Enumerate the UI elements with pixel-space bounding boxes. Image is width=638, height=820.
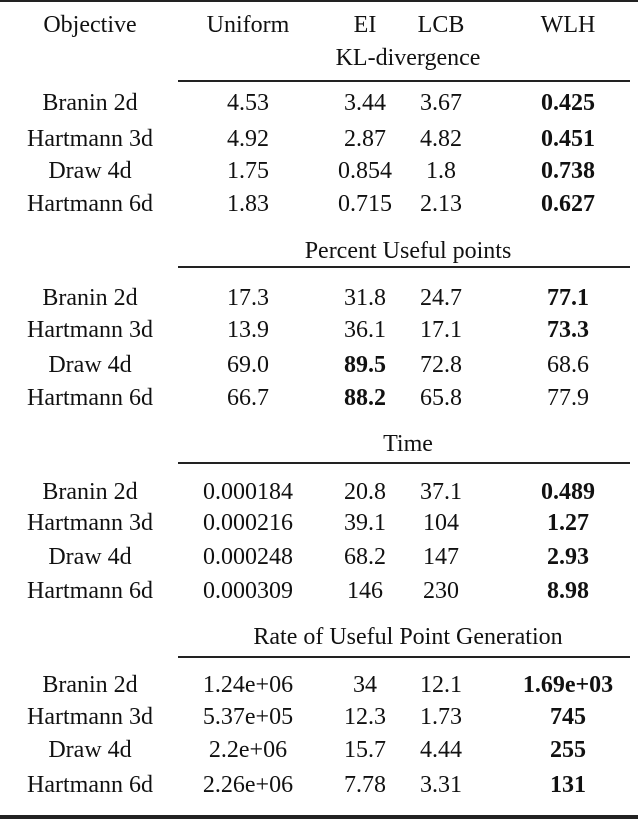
table-cell: 17.1 — [420, 317, 462, 343]
table-cell: 24.7 — [420, 285, 462, 311]
row-label: Branin 2d — [42, 479, 138, 505]
table-cell: 0.627 — [541, 191, 595, 217]
table-cell: 31.8 — [344, 285, 386, 311]
table-cell: 2.13 — [420, 191, 462, 217]
table-cell: 0.000216 — [203, 510, 293, 536]
table-cell: 255 — [550, 737, 586, 763]
table-cell: 89.5 — [344, 352, 386, 378]
row-label: Hartmann 3d — [27, 317, 153, 343]
table-cell: 20.8 — [344, 479, 386, 505]
table-cell: 12.1 — [420, 672, 462, 698]
table-cell: 0.000184 — [203, 479, 293, 505]
column-header: LCB — [417, 12, 465, 38]
table-cell: 68.6 — [547, 352, 589, 378]
section-title: KL-divergence — [335, 45, 481, 71]
section-rule — [178, 80, 630, 82]
section-rule — [178, 462, 630, 464]
table-cell: 4.82 — [420, 126, 462, 152]
table-cell: 0.000248 — [203, 544, 293, 570]
table-cell: 2.93 — [547, 544, 589, 570]
table-cell: 77.1 — [547, 285, 589, 311]
column-header: WLH — [540, 12, 596, 38]
table-cell: 77.9 — [547, 385, 589, 411]
row-label: Hartmann 3d — [27, 704, 153, 730]
table-cell: 88.2 — [344, 385, 386, 411]
table-cell: 0.738 — [541, 158, 595, 184]
table-cell: 12.3 — [344, 704, 386, 730]
column-header: Objective — [43, 12, 137, 38]
table-cell: 2.26e+06 — [202, 772, 294, 798]
top-rule — [0, 0, 638, 2]
table-cell: 7.78 — [344, 772, 386, 798]
table-cell: 1.24e+06 — [202, 672, 294, 698]
table-cell: 5.37e+05 — [202, 704, 294, 730]
section-title: Rate of Useful Point Generation — [253, 624, 563, 650]
table-cell: 0.451 — [541, 126, 595, 152]
table-cell: 147 — [423, 544, 459, 570]
table-cell: 17.3 — [227, 285, 269, 311]
table-cell: 69.0 — [227, 352, 269, 378]
table-cell: 146 — [347, 578, 383, 604]
table-cell: 0.715 — [338, 191, 392, 217]
table-cell: 131 — [550, 772, 586, 798]
column-header: Uniform — [206, 12, 290, 38]
section-rule — [178, 266, 630, 268]
row-label: Hartmann 6d — [27, 385, 153, 411]
section-title: Time — [383, 431, 433, 457]
table-cell: 39.1 — [344, 510, 386, 536]
table-cell: 4.44 — [420, 737, 462, 763]
row-label: Hartmann 6d — [27, 772, 153, 798]
row-label: Draw 4d — [48, 352, 132, 378]
table-cell: 2.2e+06 — [208, 737, 288, 763]
table-cell: 66.7 — [227, 385, 269, 411]
section-title: Percent Useful points — [304, 238, 512, 264]
table-cell: 0.489 — [541, 479, 595, 505]
table-cell: 4.92 — [227, 126, 269, 152]
table-cell: 1.69e+03 — [522, 672, 614, 698]
table-cell: 3.67 — [420, 90, 462, 116]
table-cell: 4.53 — [227, 90, 269, 116]
table-cell: 73.3 — [547, 317, 589, 343]
table-cell: 0.000309 — [203, 578, 293, 604]
table-cell: 65.8 — [420, 385, 462, 411]
table-cell: 36.1 — [344, 317, 386, 343]
table-cell: 37.1 — [420, 479, 462, 505]
row-label: Branin 2d — [42, 285, 138, 311]
row-label: Hartmann 6d — [27, 578, 153, 604]
row-label: Draw 4d — [48, 737, 132, 763]
column-header: EI — [353, 12, 377, 38]
table-cell: 1.8 — [426, 158, 456, 184]
table-cell: 1.73 — [420, 704, 462, 730]
table-cell: 1.75 — [227, 158, 269, 184]
table-cell: 8.98 — [547, 578, 589, 604]
table-cell: 104 — [423, 510, 459, 536]
table-cell: 3.31 — [420, 772, 462, 798]
bottom-rule — [0, 815, 638, 819]
row-label: Branin 2d — [42, 672, 138, 698]
row-label: Draw 4d — [48, 544, 132, 570]
table-cell: 1.27 — [547, 510, 589, 536]
section-rule — [178, 656, 630, 658]
table-cell: 13.9 — [227, 317, 269, 343]
row-label: Branin 2d — [42, 90, 138, 116]
table-cell: 15.7 — [344, 737, 386, 763]
row-label: Hartmann 6d — [27, 191, 153, 217]
table-cell: 3.44 — [344, 90, 386, 116]
table-cell: 1.83 — [227, 191, 269, 217]
row-label: Draw 4d — [48, 158, 132, 184]
table-cell: 745 — [550, 704, 586, 730]
table-cell: 0.425 — [541, 90, 595, 116]
table-cell: 2.87 — [344, 126, 386, 152]
table-cell: 0.854 — [338, 158, 392, 184]
table-cell: 230 — [423, 578, 459, 604]
table-cell: 34 — [353, 672, 377, 698]
row-label: Hartmann 3d — [27, 510, 153, 536]
table-cell: 68.2 — [344, 544, 386, 570]
table-cell: 72.8 — [420, 352, 462, 378]
row-label: Hartmann 3d — [27, 126, 153, 152]
